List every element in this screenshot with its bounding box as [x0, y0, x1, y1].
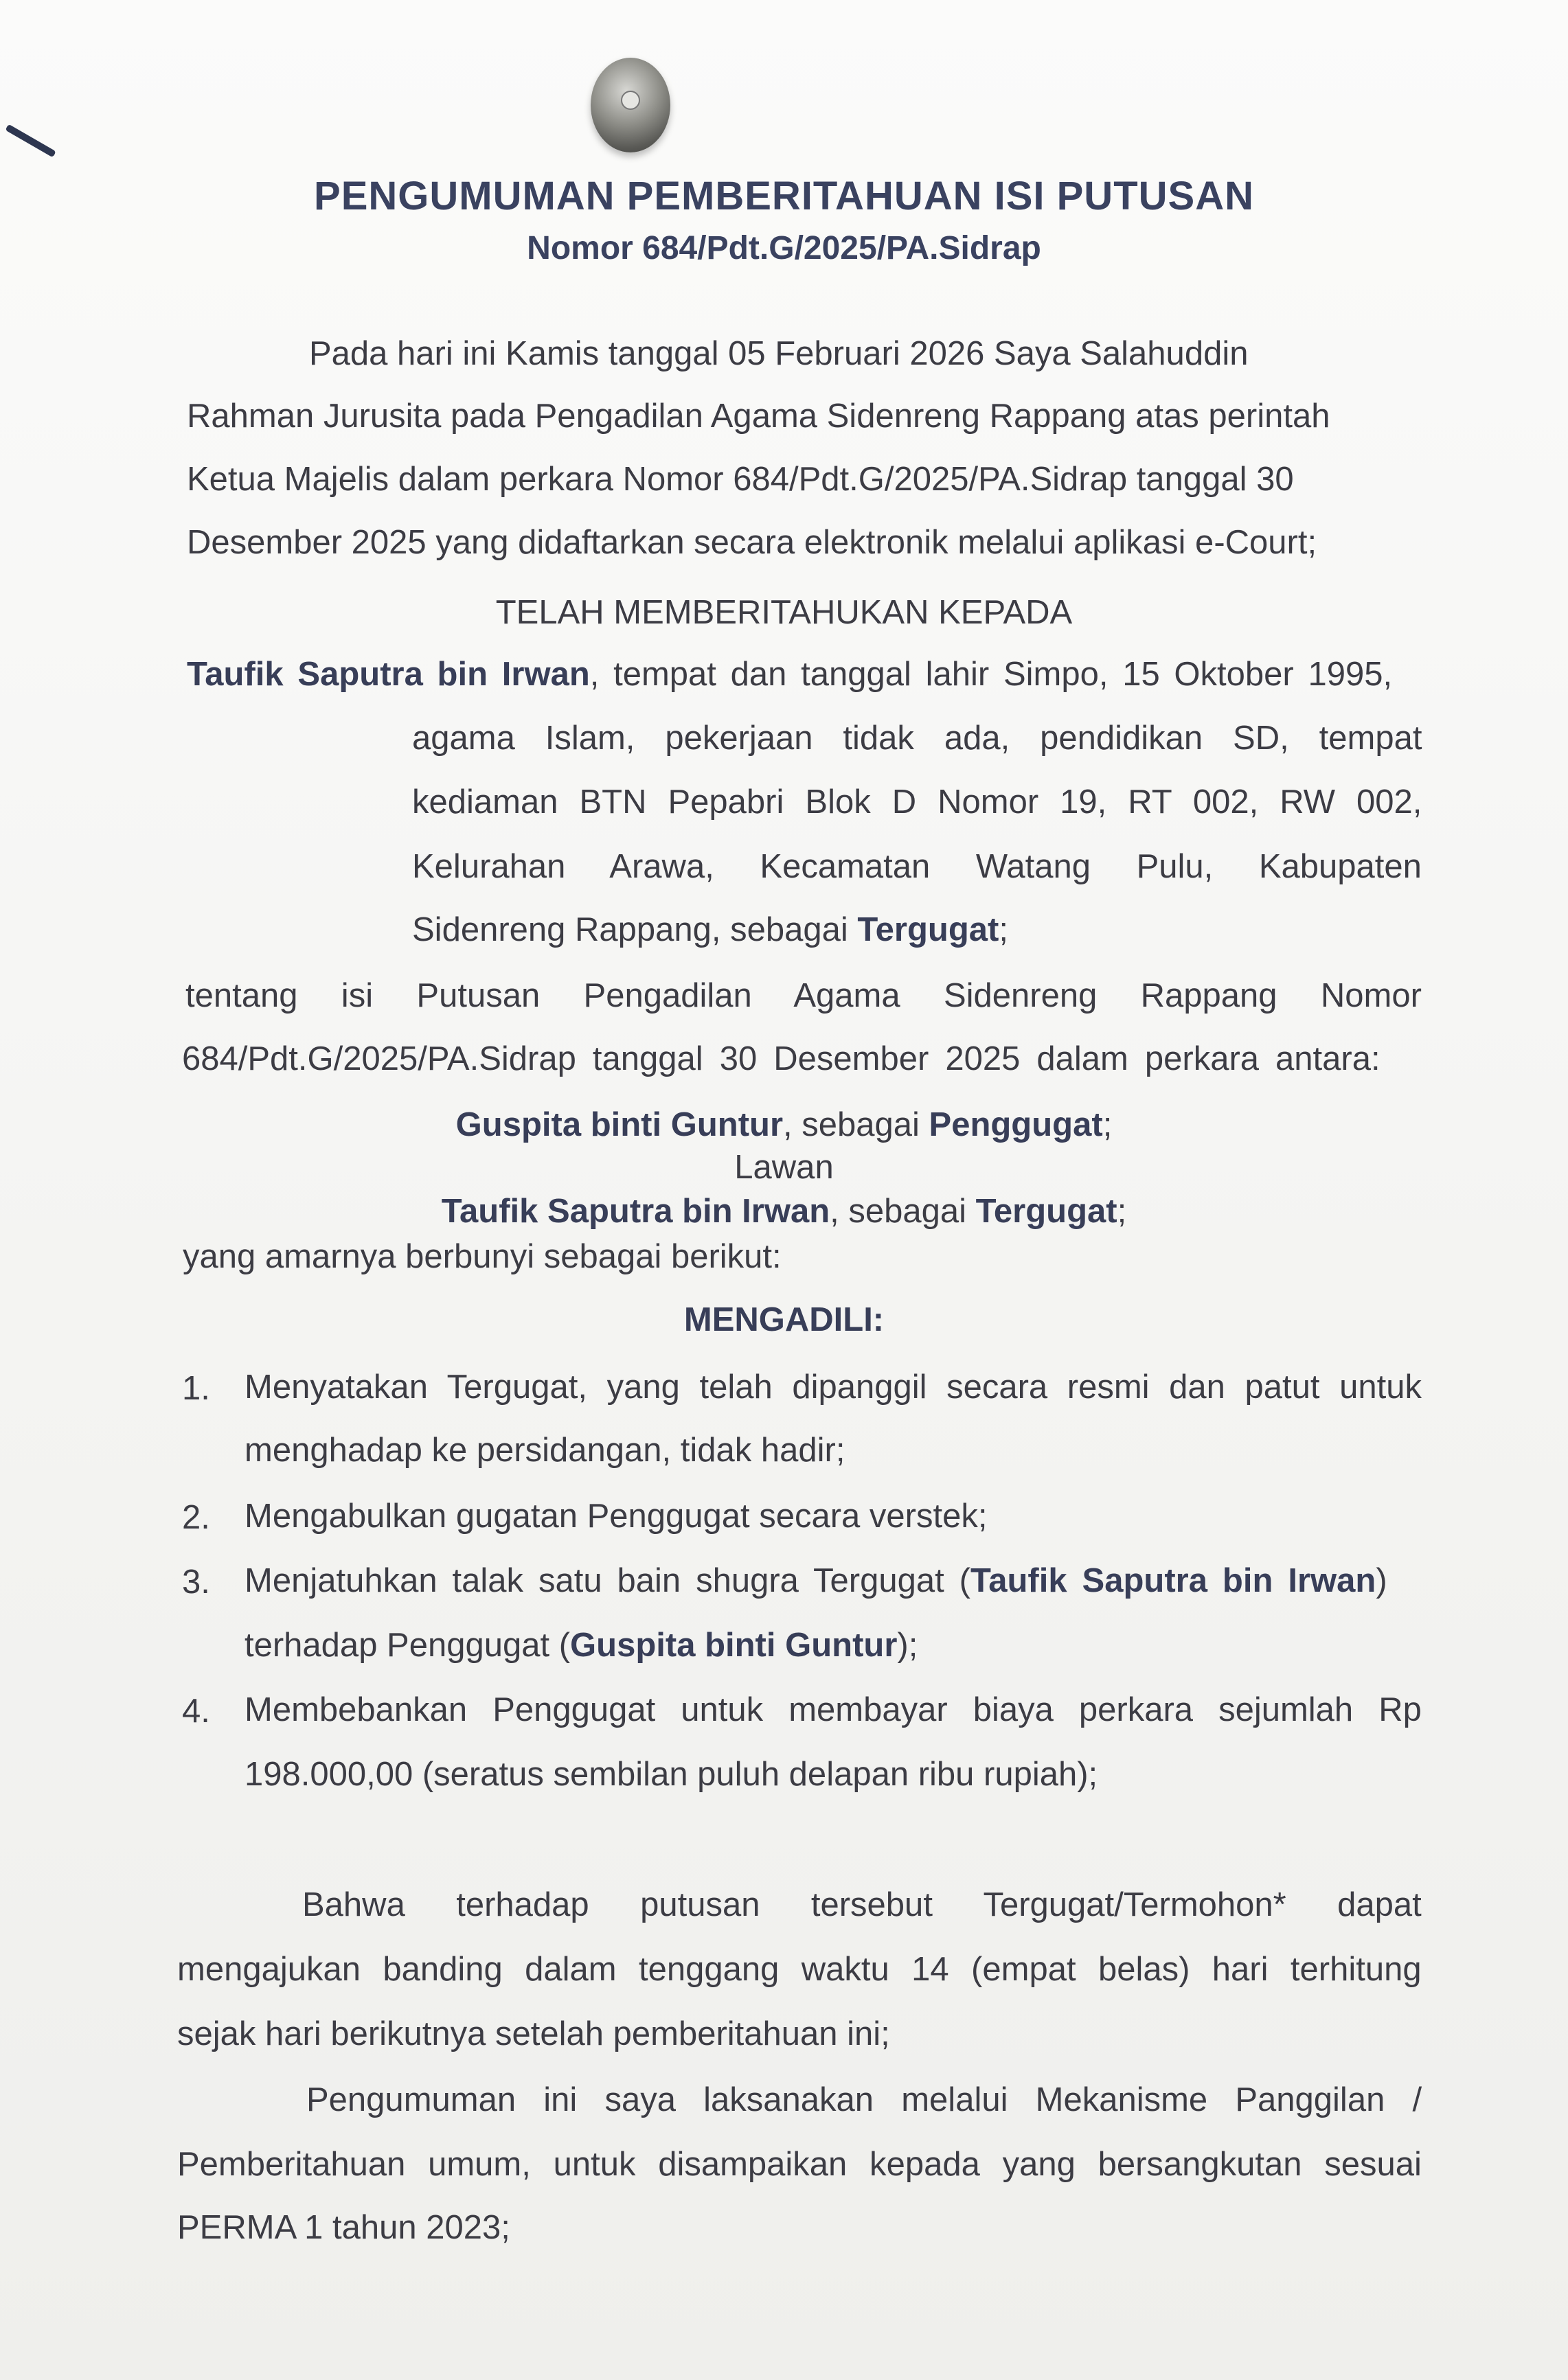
verdict-item-3-number: 3. — [182, 1564, 210, 1601]
recipient-line-4: Kelurahan Arawa, Kecamatan Watang Pulu, Kabupaten — [412, 848, 1422, 885]
intro-line-4: Desember 2025 yang didaftarkan secara elektronik melalui aplikasi e-Court; — [187, 524, 1317, 561]
document-title: PENGUMUMAN PEMBERITAHUAN ISI PUTUSAN — [314, 174, 1254, 218]
punctuation: ; — [1102, 1106, 1113, 1143]
verdict-item-1-line-2: menghadap ke persidangan, tidak hadir; — [245, 1432, 845, 1469]
verdict-item-4-line-1: Membebankan Penggugat untuk membayar biaya perkara sejumlah Rp — [245, 1691, 1422, 1728]
verdict-item-1-number: 1. — [182, 1370, 210, 1407]
intro-line-2: Rahman Jurusita pada Pengadilan Agama Sidenreng Rappang atas perintah — [187, 398, 1330, 435]
pushpin-icon — [591, 58, 670, 152]
verdict-item-3-text: terhadap Penggugat ( — [245, 1627, 571, 1664]
verdict-item-1-line-1: Menyatakan Tergugat, yang telah dipanggil secara resmi dan patut untuk — [245, 1369, 1422, 1406]
verdict-item-3-line-2 — [245, 1625, 918, 1666]
plaintiff-line — [0, 1104, 1568, 1145]
notice-heading: TELAH MEMBERITAHUKAN KEPADA — [495, 594, 1073, 631]
about-line-2: 684/Pdt.G/2025/PA.Sidrap tanggal 30 Desember 2025 dalam perkara antara: — [182, 1040, 1380, 1077]
recipient-birth: , tempat dan tanggal lahir Simpo, 15 Oktober 1995, — [589, 656, 1393, 693]
party-connector: , sebagai — [830, 1193, 976, 1230]
verdict-item-3-line-1 — [245, 1560, 1387, 1601]
recipient-line-2: agama Islam, pekerjaan tidak ada, pendidikan SD, tempat — [412, 720, 1422, 757]
verdict-item-4-number: 4. — [182, 1693, 210, 1730]
appeal-line-2: mengajukan banding dalam tenggang waktu 14 (empat belas) hari terhitung — [177, 1951, 1422, 1988]
recipient-line-5 — [412, 909, 1008, 950]
plaintiff-name: Guspita binti Guntur — [455, 1106, 784, 1143]
verdict-intro: yang amarnya berbunyi sebagai berikut: — [183, 1238, 782, 1275]
punctuation: ); — [897, 1627, 918, 1664]
verdict-item-2-line-1: Mengabulkan gugatan Penggugat secara verstek; — [245, 1498, 988, 1535]
recipient-line-3: kediaman BTN Pepabri Blok D Nomor 19, RT 002, RW 002, — [412, 783, 1422, 821]
defendant-role: Tergugat — [975, 1193, 1117, 1230]
verdict-item-4-line-2: 198.000,00 (seratus sembilan puluh delapan ribu rupiah); — [245, 1756, 1098, 1793]
intro-line-1: Pada hari ini Kamis tanggal 05 Februari 2026 Saya Salahuddin — [309, 335, 1249, 372]
plaintiff-name: Guspita binti Guntur — [570, 1627, 898, 1664]
defendant-name: Taufik Saputra bin Irwan — [970, 1562, 1376, 1599]
announcement-line-1: Pengumuman ini saya laksanakan melalui Mekanisme Panggilan / — [306, 2081, 1422, 2118]
verdict-item-2-number: 2. — [182, 1499, 210, 1536]
punctuation: ; — [999, 911, 1008, 948]
appeal-line-1: Bahwa terhadap putusan tersebut Tergugat/Termohon* dapat — [302, 1886, 1422, 1923]
punctuation: ) — [1376, 1562, 1387, 1599]
punctuation: ; — [1117, 1193, 1127, 1230]
announcement-line-3: PERMA 1 tahun 2023; — [177, 2209, 510, 2246]
recipient-address-end: Sidenreng Rappang, sebagai — [412, 911, 858, 948]
verdict-heading — [0, 1299, 1568, 1340]
party-connector: , sebagai — [783, 1106, 929, 1143]
pen-mark — [5, 124, 56, 158]
intro-line-3: Ketua Majelis dalam perkara Nomor 684/Pdt.G/2025/PA.Sidrap tanggal 30 — [187, 461, 1294, 498]
announcement-line-2: Pemberitahuan umum, untuk disampaikan kepada yang bersangkutan sesuai — [177, 2146, 1422, 2183]
recipient-role: Tergugat — [857, 911, 999, 948]
plaintiff-role: Penggugat — [929, 1106, 1103, 1143]
versus-label: Lawan — [734, 1149, 834, 1186]
appeal-line-3: sejak hari berikutnya setelah pemberitahuan ini; — [177, 2015, 890, 2052]
recipient-name: Taufik Saputra bin Irwan — [187, 656, 590, 693]
verdict-item-3-text: Menjatuhkan talak satu bain shugra Tergugat ( — [245, 1562, 970, 1599]
verdict-heading-text: MENGADILI: — [683, 1301, 885, 1338]
recipient-line-1 — [187, 654, 1392, 695]
defendant-line — [0, 1191, 1568, 1232]
about-line-1: tentang isi Putusan Pengadilan Agama Sidenreng Rappang Nomor — [185, 977, 1422, 1014]
case-number: Nomor 684/Pdt.G/2025/PA.Sidrap — [527, 230, 1041, 266]
defendant-name: Taufik Saputra bin Irwan — [441, 1193, 830, 1230]
